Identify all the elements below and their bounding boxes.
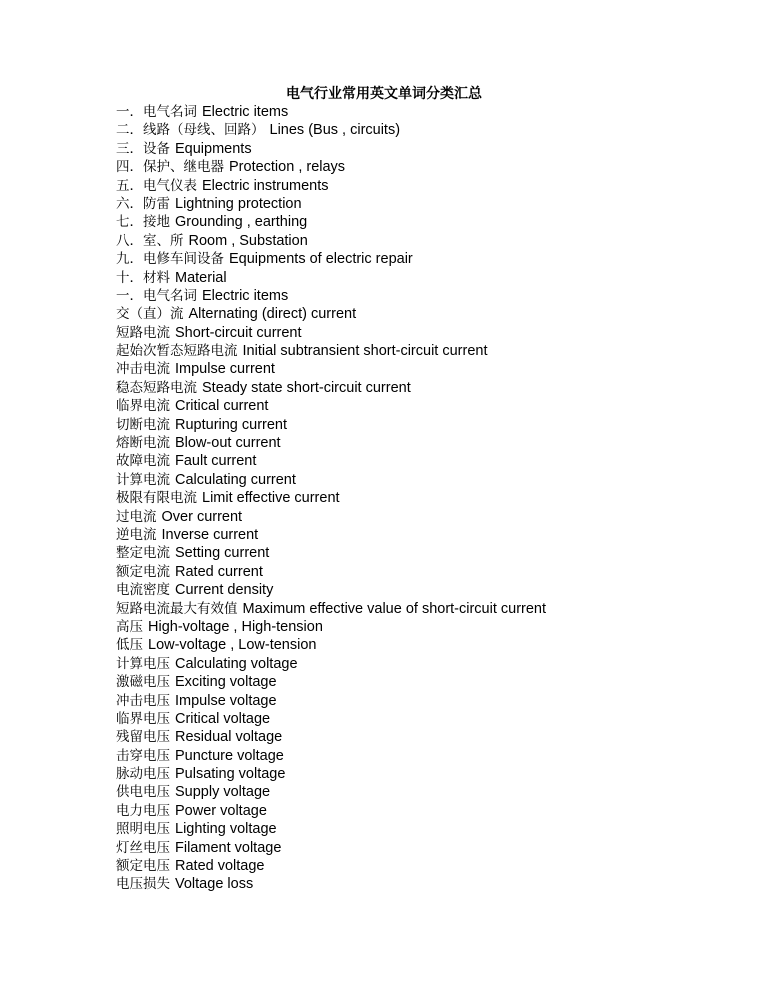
term-english: Voltage loss <box>175 876 254 893</box>
term-english: Calculating voltage <box>175 655 298 672</box>
term-english: Critical voltage <box>175 710 271 727</box>
term-chinese: 十．材料 <box>116 269 170 286</box>
term-chinese: 过电流 <box>116 508 157 525</box>
term-line <box>116 213 546 231</box>
term-chinese: 计算电压 <box>116 655 170 672</box>
term-chinese: 切断电流 <box>116 416 170 433</box>
term-line <box>116 710 546 728</box>
term-chinese: 八．室、所 <box>116 232 184 249</box>
term-english: Maximum effective value of short-circuit current <box>242 600 547 617</box>
term-line <box>116 563 546 581</box>
term-line <box>116 673 546 691</box>
term-english: Fault current <box>175 453 257 470</box>
term-line <box>116 324 546 342</box>
term-english: Current density <box>175 582 274 599</box>
term-chinese: 临界电流 <box>116 398 170 415</box>
term-line <box>116 820 546 838</box>
term-english: Protection , relays <box>229 159 346 176</box>
term-english: Alternating (direct) current <box>188 306 357 323</box>
term-line <box>116 655 546 673</box>
term-english: Rated current <box>175 563 263 580</box>
term-line <box>116 452 546 470</box>
term-english: Inverse current <box>161 526 259 543</box>
term-line <box>116 747 546 765</box>
term-line <box>116 250 546 268</box>
term-line <box>116 177 546 195</box>
term-chinese: 一．电气名词 <box>116 287 197 304</box>
term-english: Residual voltage <box>175 729 283 746</box>
term-line <box>116 397 546 415</box>
term-line <box>116 618 546 636</box>
document-title: 电气行业常用英文单词分类汇总 <box>286 86 482 102</box>
term-english: Lightning protection <box>175 195 302 212</box>
term-line <box>116 728 546 746</box>
term-english: Low-voltage , Low-tension <box>148 637 317 654</box>
term-line <box>116 232 546 250</box>
term-english: Pulsating voltage <box>175 766 286 783</box>
term-english: Impulse voltage <box>175 692 277 709</box>
term-chinese: 额定电压 <box>116 858 170 875</box>
term-chinese: 计算电流 <box>116 471 170 488</box>
term-english: Equipments <box>175 140 252 157</box>
term-line <box>116 416 546 434</box>
term-line <box>116 544 546 562</box>
term-line <box>116 489 546 507</box>
term-line <box>116 508 546 526</box>
term-english: Initial subtransient short-circuit current <box>242 343 488 360</box>
term-chinese: 残留电压 <box>116 729 170 746</box>
term-chinese: 起始次暂态短路电流 <box>116 343 238 360</box>
term-chinese: 六．防雷 <box>116 195 170 212</box>
term-chinese: 二．线路（母线、回路） <box>116 122 265 139</box>
term-line <box>116 857 546 875</box>
term-english: Limit effective current <box>202 490 340 507</box>
term-line <box>116 269 546 287</box>
term-chinese: 四．保护、继电器 <box>116 159 224 176</box>
term-line <box>116 471 546 489</box>
term-chinese: 供电电压 <box>116 784 170 801</box>
term-chinese: 三．设备 <box>116 140 170 157</box>
term-chinese: 照明电压 <box>116 821 170 838</box>
term-chinese: 脉动电压 <box>116 766 170 783</box>
term-english: Calculating current <box>175 471 296 488</box>
term-line <box>116 875 546 893</box>
term-english: Electric items <box>202 287 289 304</box>
term-line <box>116 287 546 305</box>
term-english: Electric items <box>202 104 289 120</box>
term-line <box>116 342 546 360</box>
term-english: Setting current <box>175 545 270 562</box>
term-line <box>116 802 546 820</box>
term-chinese: 极限有限电流 <box>116 490 197 507</box>
term-line <box>116 195 546 213</box>
term-english: Exciting voltage <box>175 674 277 691</box>
term-line <box>116 103 546 121</box>
term-line <box>116 692 546 710</box>
term-chinese: 九．电修车间设备 <box>116 251 224 268</box>
term-chinese: 逆电流 <box>116 526 157 543</box>
term-line <box>116 158 546 176</box>
term-chinese: 七．接地 <box>116 214 170 231</box>
term-chinese: 冲击电流 <box>116 361 170 378</box>
term-chinese: 一．电气名词 <box>116 104 197 120</box>
term-list <box>116 103 546 894</box>
term-line <box>116 636 546 654</box>
term-chinese: 电压损失 <box>116 876 170 893</box>
term-chinese: 短路电流最大有效值 <box>116 600 238 617</box>
term-english: Supply voltage <box>175 784 271 801</box>
term-english: Power voltage <box>175 802 267 819</box>
term-english: Rupturing current <box>175 416 288 433</box>
term-chinese: 短路电流 <box>116 324 170 341</box>
term-line <box>116 140 546 158</box>
term-chinese: 高压 <box>116 618 143 635</box>
term-line <box>116 765 546 783</box>
term-english: Lighting voltage <box>175 821 277 838</box>
term-line <box>116 600 546 618</box>
term-english: Room , Substation <box>188 232 308 249</box>
term-chinese: 电流密度 <box>116 582 170 599</box>
term-english: Blow-out current <box>175 435 281 452</box>
term-english: Electric instruments <box>202 177 329 194</box>
term-chinese: 额定电流 <box>116 563 170 580</box>
term-english: Over current <box>161 508 243 525</box>
term-chinese: 激磁电压 <box>116 674 170 691</box>
term-chinese: 冲击电压 <box>116 692 170 709</box>
term-english: Steady state short-circuit current <box>202 379 411 396</box>
term-chinese: 灯丝电压 <box>116 839 170 856</box>
term-english: Filament voltage <box>175 839 282 856</box>
term-line <box>116 305 546 323</box>
term-chinese: 五．电气仪表 <box>116 177 197 194</box>
term-chinese: 临界电压 <box>116 710 170 727</box>
term-chinese: 熔断电流 <box>116 435 170 452</box>
term-english: Puncture voltage <box>175 747 284 764</box>
term-english: Equipments of electric repair <box>229 251 413 268</box>
term-english: Impulse current <box>175 361 275 378</box>
term-english: Rated voltage <box>175 858 265 875</box>
term-line <box>116 121 546 139</box>
term-line <box>116 360 546 378</box>
term-chinese: 整定电流 <box>116 545 170 562</box>
term-line <box>116 783 546 801</box>
term-english: Lines (Bus , circuits) <box>269 122 401 139</box>
term-chinese: 交（直）流 <box>116 306 184 323</box>
term-english: Material <box>175 269 227 286</box>
term-line <box>116 581 546 599</box>
term-english: Grounding , earthing <box>175 214 308 231</box>
term-english: Critical current <box>175 398 269 415</box>
term-line <box>116 526 546 544</box>
term-chinese: 故障电流 <box>116 453 170 470</box>
term-english: High-voltage , High-tension <box>148 618 323 635</box>
term-line <box>116 434 546 452</box>
term-line <box>116 379 546 397</box>
term-chinese: 稳态短路电流 <box>116 379 197 396</box>
term-chinese: 电力电压 <box>116 802 170 819</box>
term-english: Short-circuit current <box>175 324 302 341</box>
term-line <box>116 839 546 857</box>
term-chinese: 低压 <box>116 637 143 654</box>
term-chinese: 击穿电压 <box>116 747 170 764</box>
